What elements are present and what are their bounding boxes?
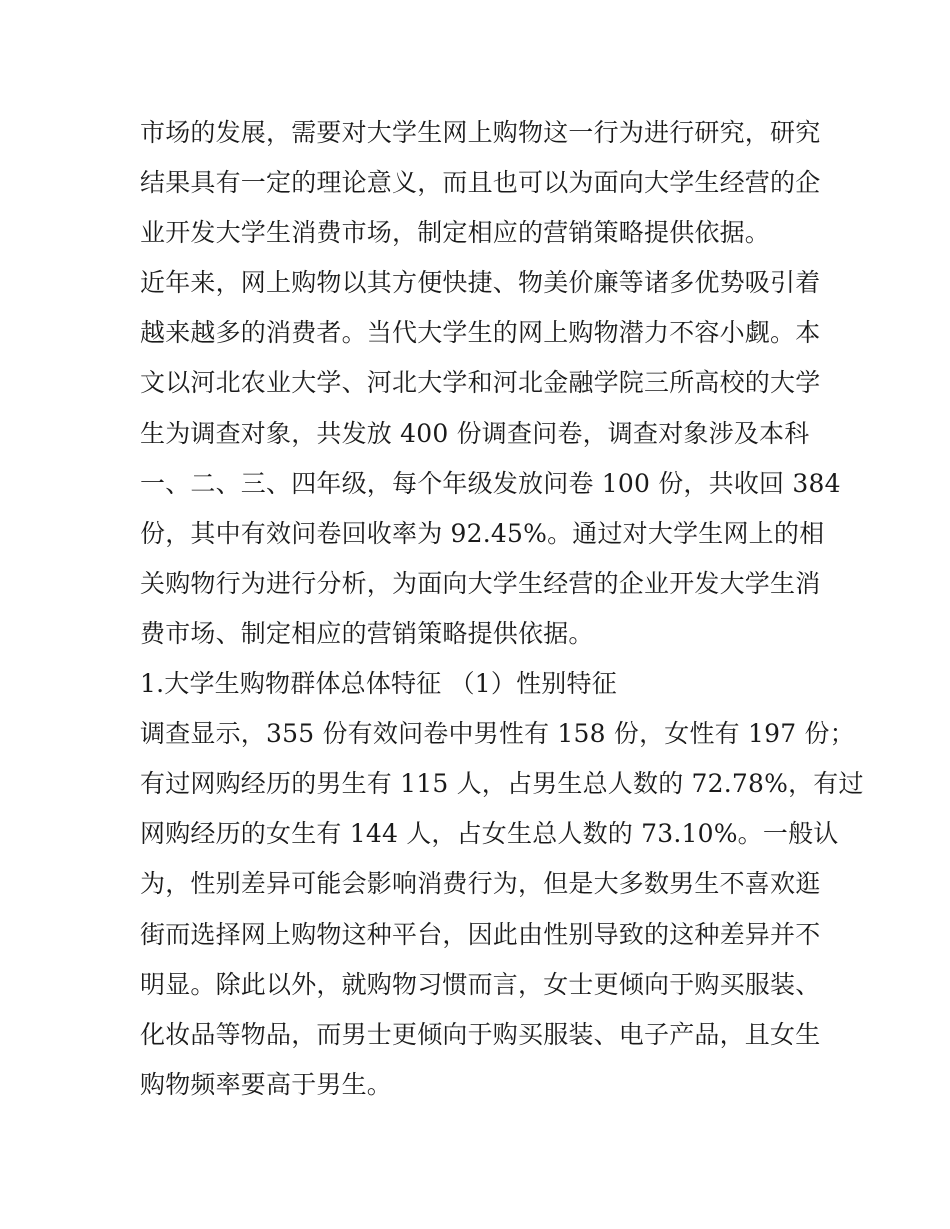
text-line: 购物频率要高于男生。 (140, 1069, 393, 1099)
text-line: 费市场、制定相应的营销策略提供依据。 (140, 618, 594, 648)
text-line: 一、二、三、四年级，每个年级发放问卷 100 份，共收回 384 (140, 468, 841, 498)
text-line: 明显。除此以外，就购物习惯而言，女士更倾向于购买服装、 (140, 969, 821, 999)
text-line: 生为调查对象，共发放 400 份调查问卷，调查对象涉及本科 (140, 418, 810, 448)
text-line: 近年来，网上购物以其方便快捷、物美价廉等诸多优势吸引着 (140, 268, 821, 298)
text-line: 化妆品等物品，而男士更倾向于购买服装、电子产品，且女生 (140, 1019, 821, 1049)
text-line: 为，性别差异可能会影响消费行为，但是大多数男生不喜欢逛 (140, 869, 821, 899)
text-line: 份，其中有效问卷回收率为 92.45%。通过对大学生网上的相 (140, 518, 825, 548)
text-line: 有过网购经历的男生有 115 人，占男生总人数的 72.78%，有过 (140, 769, 864, 799)
section-heading: 1.大学生购物群体总体特征 （1）性别特征 (140, 669, 617, 699)
text-line: 调查显示，355 份有效问卷中男性有 158 份，女性有 197 份； (140, 719, 855, 749)
text-line: 街而选择网上购物这种平台，因此由性别导致的这种差异并不 (140, 919, 821, 949)
text-line: 结果具有一定的理论意义，而且也可以为面向大学生经营的企 (140, 168, 821, 198)
text-line: 越来越多的消费者。当代大学生的网上购物潜力不容小觑。本 (140, 318, 821, 348)
text-line: 关购物行为进行分析，为面向大学生经营的企业开发大学生消 (140, 568, 821, 598)
text-line: 文以河北农业大学、河北大学和河北金融学院三所高校的大学 (140, 368, 821, 398)
text-line: 业开发大学生消费市场，制定相应的营销策略提供依据。 (140, 218, 771, 248)
text-line: 网购经历的女生有 144 人，占女生总人数的 73.10%。一般认 (140, 819, 839, 849)
document-body (140, 108, 864, 1110)
text-line: 市场的发展，需要对大学生网上购物这一行为进行研究，研究 (140, 118, 821, 147)
